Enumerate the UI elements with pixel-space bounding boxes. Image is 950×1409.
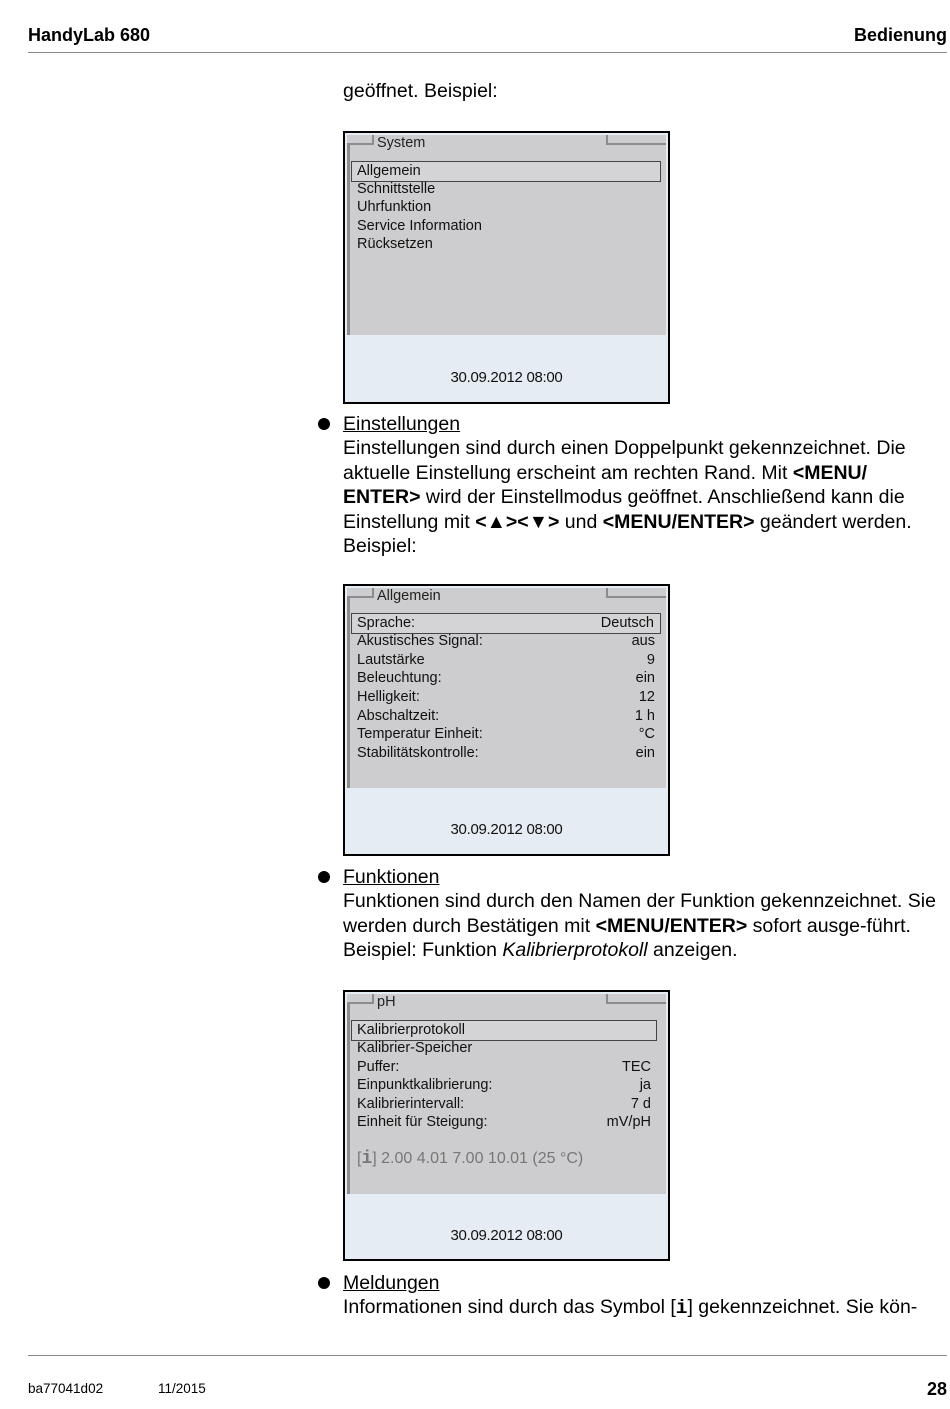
bullet bbox=[318, 1277, 330, 1289]
footer-date: 11/2015 bbox=[158, 1381, 206, 1396]
menu-item-service-information[interactable]: Service Information bbox=[357, 218, 482, 234]
device-screen-ph bbox=[343, 990, 670, 1261]
page-header bbox=[28, 24, 947, 53]
device-screen-allgemein bbox=[343, 584, 670, 856]
screen-panel bbox=[347, 994, 666, 1194]
info-icon: i bbox=[675, 1297, 688, 1320]
setting-row-temperatur-einheit[interactable]: Temperatur Einheit: °C bbox=[357, 726, 655, 742]
intro-text: geöffnet. Beispiel: bbox=[343, 80, 498, 102]
menu-item-ruecksetzen[interactable]: Rücksetzen bbox=[357, 236, 433, 252]
screen-title: Allgemein bbox=[377, 588, 441, 604]
function-row-kalibrier-speicher[interactable]: Kalibrier-Speicher bbox=[357, 1040, 473, 1056]
screen-titlebar bbox=[347, 588, 666, 602]
header-product: HandyLab 680 bbox=[28, 25, 151, 45]
setting-row-kalibrierintervall[interactable]: Kalibrierintervall: 7 d bbox=[357, 1096, 651, 1112]
screen-title: pH bbox=[377, 994, 396, 1010]
setting-row-puffer[interactable]: Puffer: TEC bbox=[357, 1059, 651, 1075]
functions-section: Funktionen Funktionen sind durch den Namen der Funktion gekennzeichnet. Sie werden durch Bestätigen mit <MENU/ENTER> sofort ausge-führt. Beispiel: Funktion Kalibrierprotokoll anzeigen. bbox=[343, 866, 936, 962]
setting-row-einheit-fuer-steigung[interactable]: Einheit für Steigung: mV/pH bbox=[357, 1114, 651, 1130]
page-footer bbox=[28, 1355, 947, 1399]
screen-date: 30.09.2012 08:00 bbox=[450, 369, 563, 386]
settings-section: Einstellungen Einstellungen sind durch einen Doppelpunkt gekennzeichnet. Die aktuelle Einstellung erscheint am rechten Rand. Mit <MENU/ ENTER> wird der Einstellmodus geöffnet. Anschließend kann die Einstellung mit <▲><▼> und <MENU/ENTER> geändert werden. Beispiel: bbox=[343, 413, 912, 558]
setting-row-stabilitaetskontrolle[interactable]: Stabilitätskontrolle: ein bbox=[357, 745, 655, 761]
settings-heading: Einstellungen bbox=[343, 413, 461, 435]
setting-row-abschaltzeit[interactable]: Abschaltzeit: 1 h bbox=[357, 708, 655, 724]
screen-title: System bbox=[377, 135, 426, 151]
menu-item-allgemein[interactable]: Allgemein bbox=[352, 162, 660, 181]
function-row-kalibrierprotokoll[interactable]: Kalibrierprotokoll bbox=[352, 1021, 656, 1040]
info-line: [i] 2.00 4.01 7.00 10.01 (25 °C) bbox=[357, 1149, 584, 1169]
screen-date: 30.09.2012 08:00 bbox=[450, 1227, 563, 1244]
menu-item-schnittstelle[interactable]: Schnittstelle bbox=[357, 181, 436, 197]
setting-row-helligkeit[interactable]: Helligkeit: 12 bbox=[357, 689, 655, 705]
info-icon: i bbox=[361, 1149, 373, 1169]
setting-row-akustisches-signal[interactable]: Akustisches Signal: aus bbox=[357, 633, 655, 649]
screen-panel bbox=[347, 135, 666, 335]
bullet bbox=[318, 418, 330, 430]
screen-titlebar bbox=[347, 994, 666, 1008]
screen-titlebar bbox=[347, 135, 666, 149]
setting-row-lautstaerke[interactable]: Lautstärke 9 bbox=[357, 652, 655, 668]
bullet bbox=[318, 871, 330, 883]
screen-date: 30.09.2012 08:00 bbox=[450, 821, 563, 838]
setting-row-beleuchtung[interactable]: Beleuchtung: ein bbox=[357, 670, 655, 686]
footer-doc-number: ba77041d02 bbox=[28, 1381, 104, 1396]
messages-section: Meldungen Informationen sind durch das Symbol [i] gekennzeichnet. Sie kön- bbox=[343, 1272, 918, 1320]
header-chapter: Bedienung bbox=[854, 25, 947, 45]
messages-heading: Meldungen bbox=[343, 1272, 440, 1294]
menu-item-uhrfunktion[interactable]: Uhrfunktion bbox=[357, 199, 432, 215]
setting-row-einpunktkalibrierung[interactable]: Einpunktkalibrierung: ja bbox=[357, 1077, 651, 1093]
functions-heading: Funktionen bbox=[343, 866, 440, 888]
setting-row-sprache[interactable]: Sprache: Deutsch bbox=[352, 614, 660, 633]
device-screen-system bbox=[343, 131, 670, 404]
page-number: 28 bbox=[926, 1379, 947, 1399]
screen-panel bbox=[347, 588, 666, 788]
